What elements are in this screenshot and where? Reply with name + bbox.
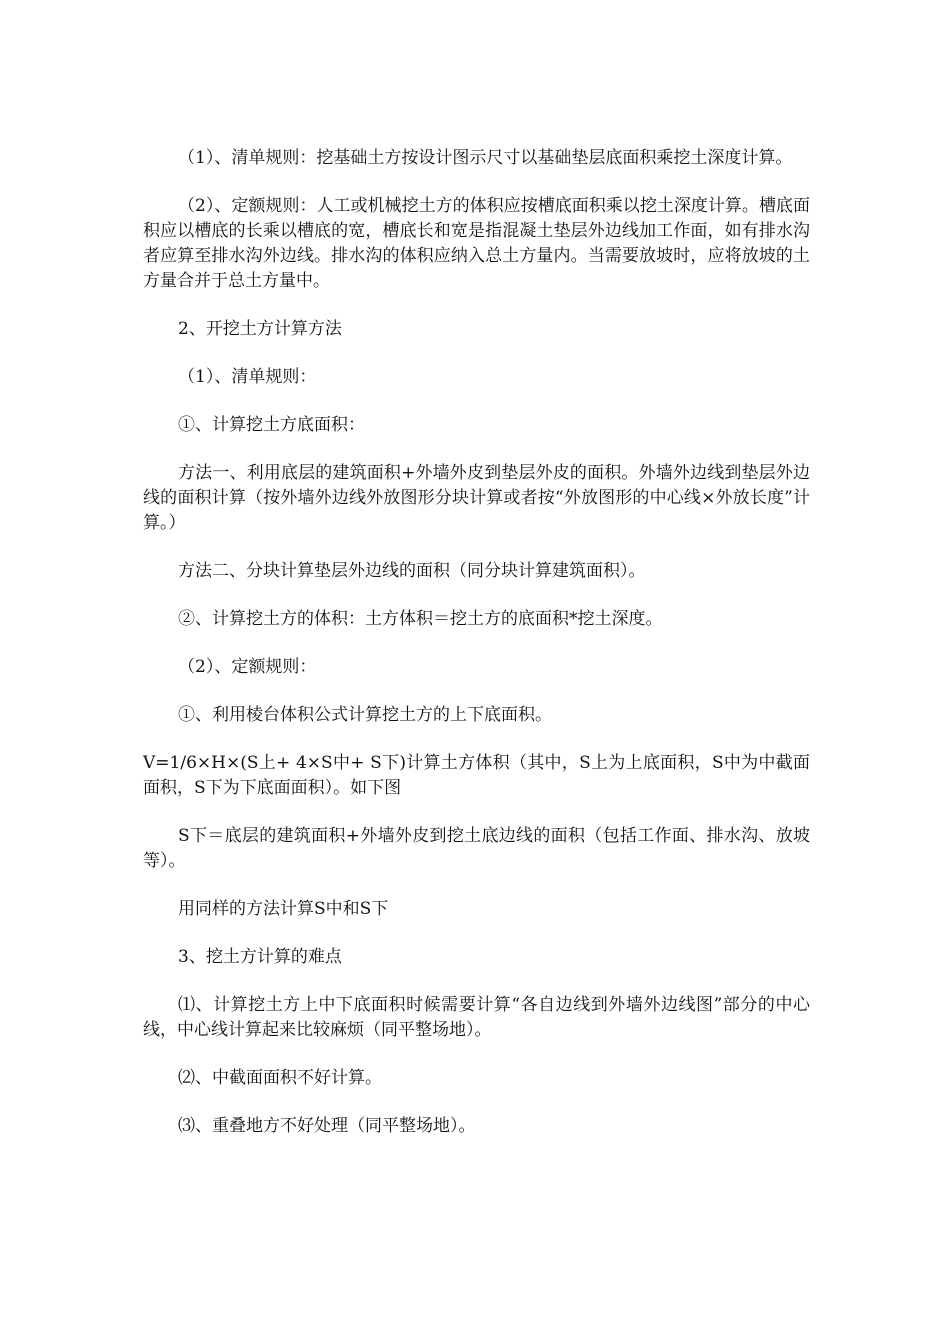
paragraph-same-method: 用同样的方法计算S中和S下 <box>178 899 389 919</box>
paragraph-method-one: 方法一、利用底层的建筑面积+外墙外皮到垫层外皮的面积。外墙外边线到垫层外边线的面积计算（按外墙外边线外放图形分块计算或者按“外放图形的中心线×外放长度”计算。） <box>143 463 810 533</box>
paragraph-list-rule-1: （1）、清单规则：挖基础土方按设计图示尺寸以基础垫层底面积乘挖土深度计算。 <box>178 148 793 168</box>
step-volume: ②、计算挖土方的体积：土方体积＝挖土方的底面积*挖土深度。 <box>178 609 663 629</box>
difficulty-item-2: ⑵、中截面面积不好计算。 <box>178 1068 382 1088</box>
paragraph-s-bottom: S下＝底层的建筑面积+外墙外皮到挖土底边线的面积（包括工作面、排水沟、放坡等）。 <box>143 826 810 871</box>
subheading-list-rule: （1）、清单规则： <box>178 367 317 387</box>
heading-difficulties: 3、挖土方计算的难点 <box>178 947 342 967</box>
difficulty-item-3: ⑶、重叠地方不好处理（同平整场地）。 <box>178 1116 476 1136</box>
subheading-quota-rule: （2）、定额规则： <box>178 657 317 677</box>
paragraph-quota-rule-2: （2）、定额规则：人工或机械挖土方的体积应按槽底面积乘以挖土深度计算。槽底面积应以槽底的长乘以槽底的宽，槽底长和宽是指混凝土垫层外边线加工作面，如有排水沟者应算至排水沟外边线。排水沟的体积应纳入总土方量内。当需要放坡时，应将放坡的土方量合并于总土方量中。 <box>143 196 810 291</box>
paragraph-method-two: 方法二、分块计算垫层外边线的面积（同分块计算建筑面积）。 <box>178 561 646 581</box>
difficulty-item-1: ⑴、计算挖土方上中下底面积时候需要计算“各自边线到外墙外边线图”部分的中心线，中心线计算起来比较麻烦（同平整场地）。 <box>143 995 810 1040</box>
document-body <box>143 146 810 1162</box>
step-bottom-area: ①、计算挖土方底面积： <box>178 415 365 435</box>
step-frustum-formula: ①、利用棱台体积公式计算挖土方的上下底面积。 <box>178 705 552 725</box>
heading-excavation-method: 2、开挖土方计算方法 <box>178 319 342 339</box>
paragraph-volume-formula: V=1/6×H×(S上+ 4×S中+ S下)计算土方体积（其中，S上为上底面积，S中为中截面面积，S下为下底面面积）。如下图 <box>143 753 810 798</box>
